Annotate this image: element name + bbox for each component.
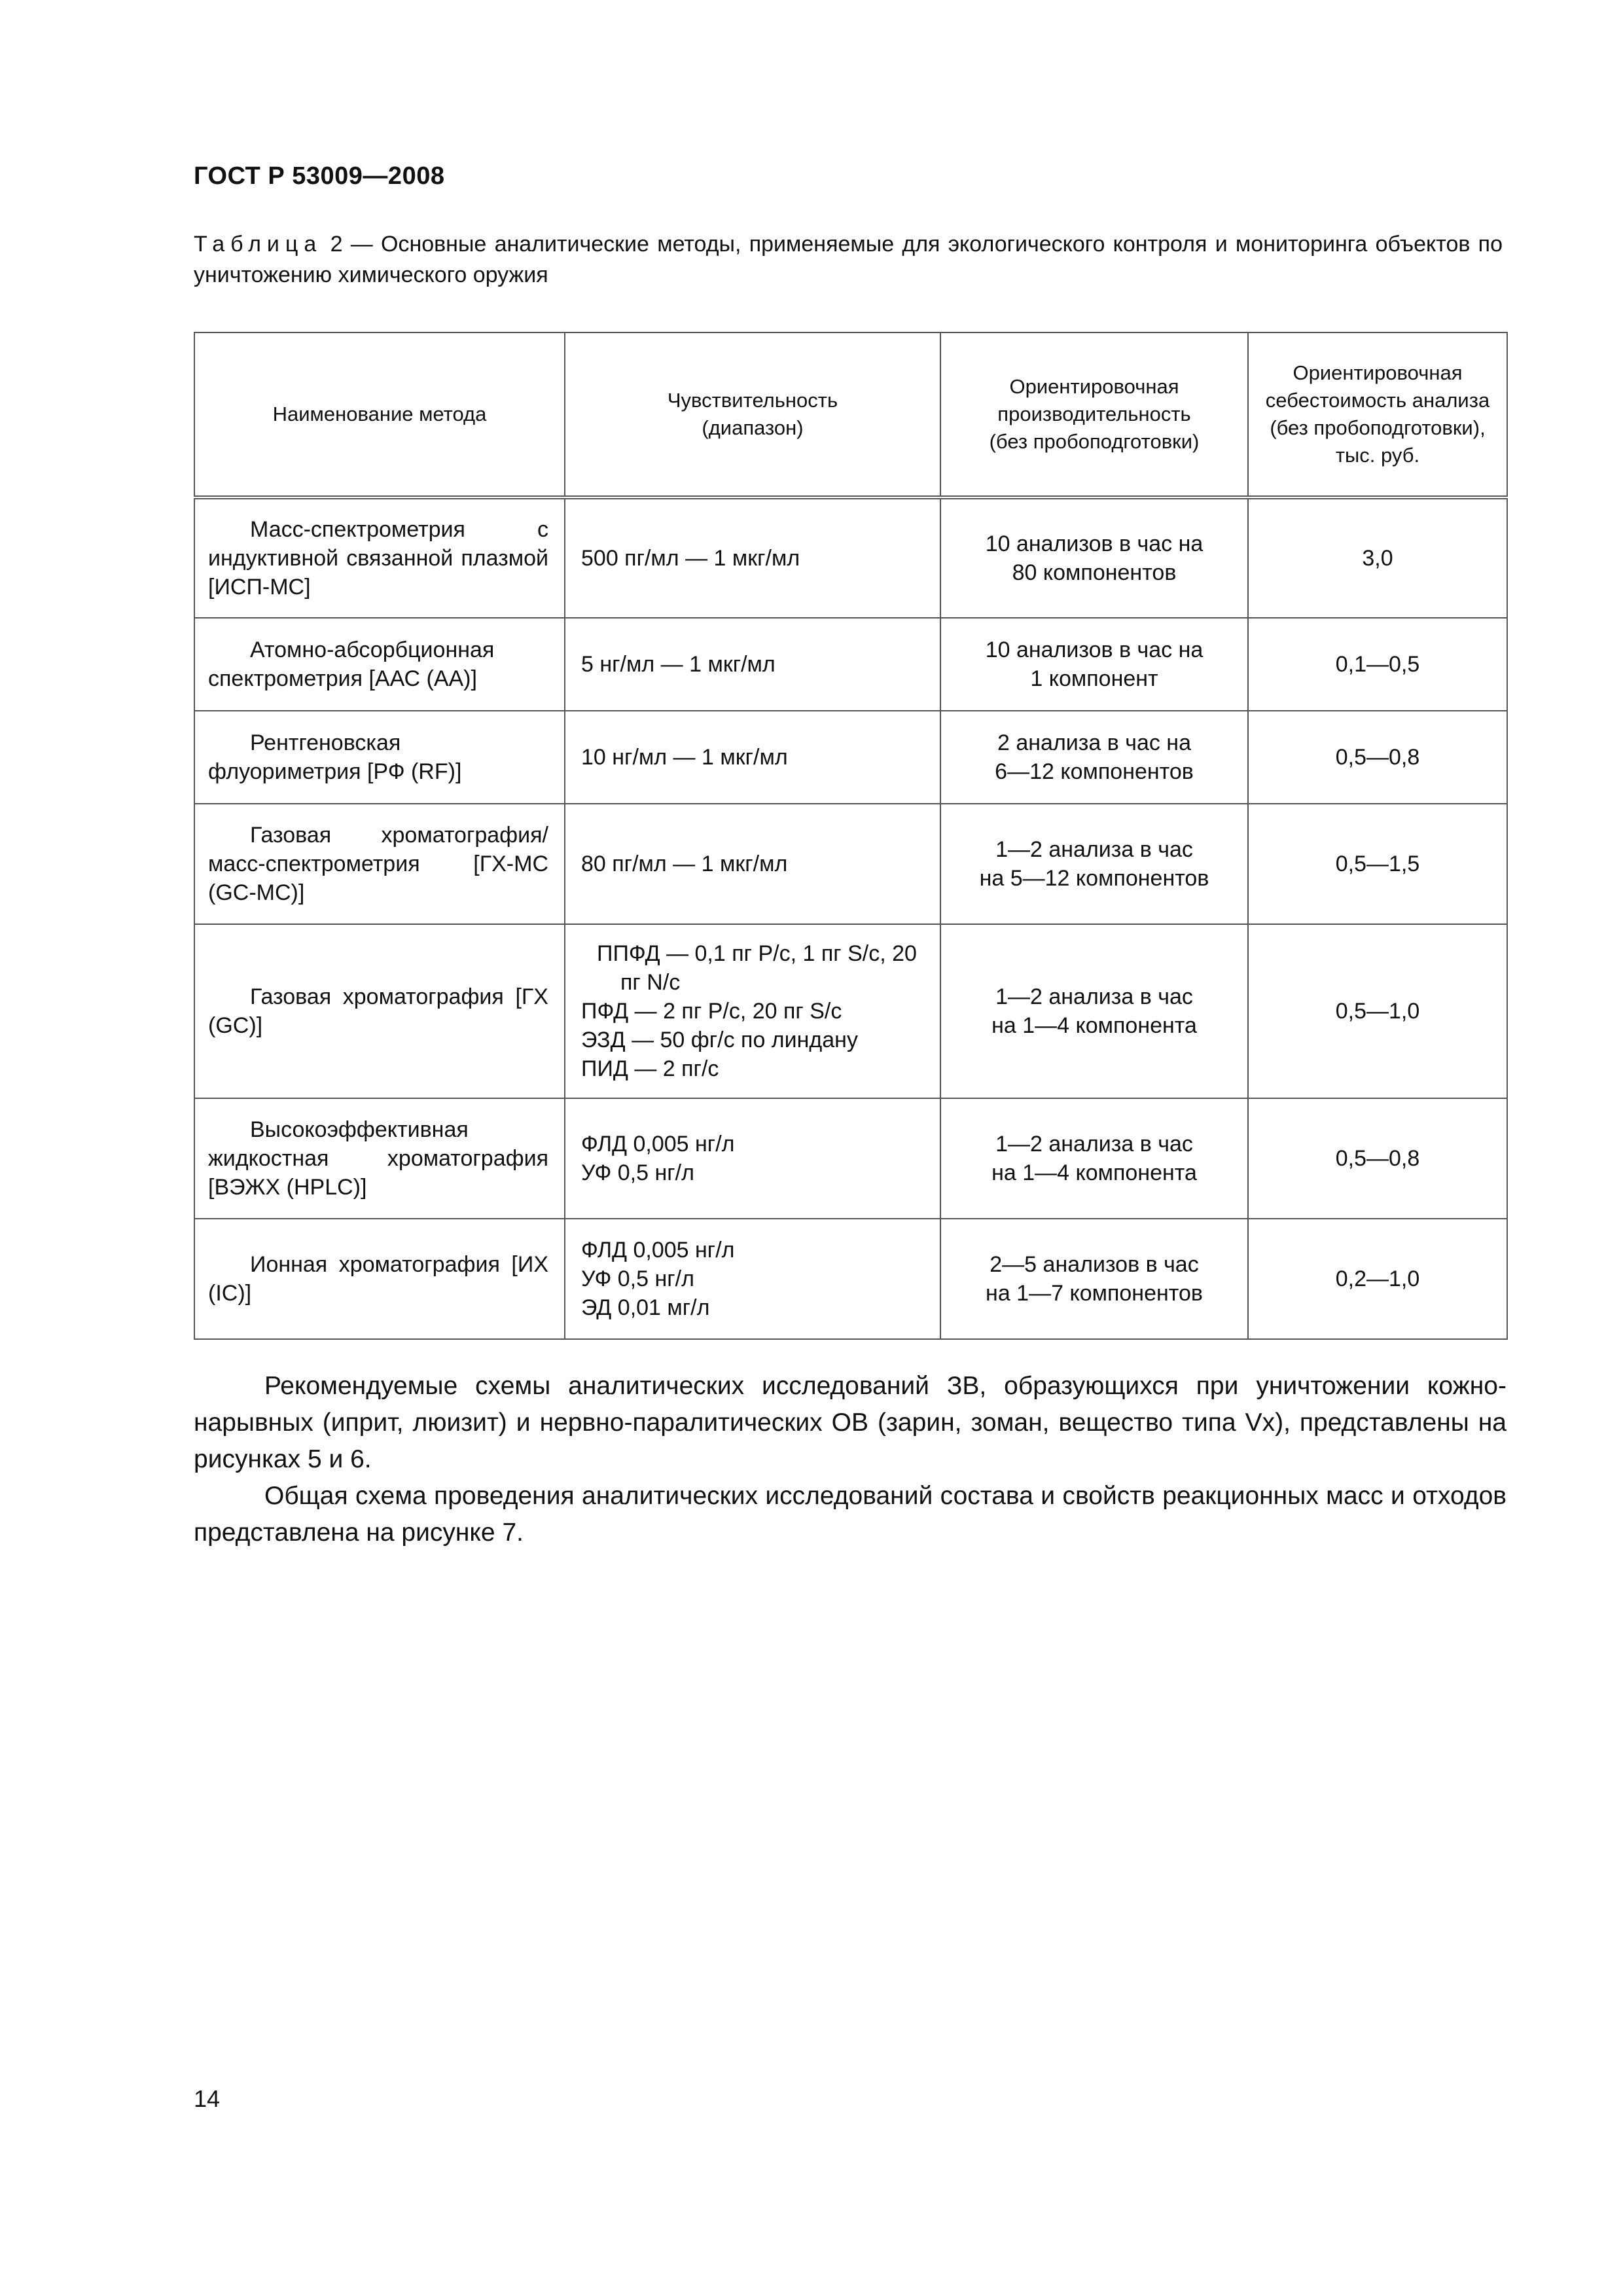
caption-text: — Основные аналитические методы, применяемые для экологического контроля и мониторинга объектов по уничтожению химического оружия <box>194 232 1503 287</box>
cell-productivity: 1—2 анализа в час на 1—4 компонента <box>940 1098 1248 1219</box>
page-number: 14 <box>194 2085 221 2112</box>
cell-method: Газовая хроматография [ГХ (GC)] <box>194 924 565 1098</box>
methods-table <box>194 332 1508 1340</box>
table-row <box>194 804 1507 924</box>
table-header-row <box>194 332 1507 497</box>
header-sensitivity: Чувствительность (диапазон) <box>565 332 940 497</box>
table-row <box>194 924 1507 1098</box>
cell-productivity: 2 анализа в час на 6—12 компонентов <box>940 711 1248 804</box>
cell-sensitivity: 500 пг/мл — 1 мкг/мл <box>565 497 940 618</box>
table-row <box>194 1098 1507 1219</box>
cell-cost: 3,0 <box>1248 497 1507 618</box>
cell-method: Газовая хроматография/ масс-спектрометрия [ГХ-МС (GC-MC)] <box>194 804 565 924</box>
cell-productivity: 1—2 анализа в час на 5—12 компонентов <box>940 804 1248 924</box>
cell-productivity: 10 анализов в час на 80 компонентов <box>940 497 1248 618</box>
cell-method: Ионная хроматография [ИХ (IC)] <box>194 1219 565 1339</box>
cell-method: Масс-спектрометрия с индуктивной связанной плазмой [ИСП-МС] <box>194 497 565 618</box>
cell-method: Высокоэффективная жидкостная хроматография [ВЭЖХ (HPLC)] <box>194 1098 565 1219</box>
table-caption <box>194 229 1503 291</box>
body-paragraph: Общая схема проведения аналитических исследований состава и свойств реакционных масс и отходов представлена на рисунке 7. <box>194 1482 1507 1547</box>
cell-cost: 0,5—0,8 <box>1248 1098 1507 1219</box>
table-row <box>194 618 1507 711</box>
cell-cost: 0,2—1,0 <box>1248 1219 1507 1339</box>
cell-method: Рентгеновская флуориметрия [РФ (RF)] <box>194 711 565 804</box>
table-row <box>194 1219 1507 1339</box>
cell-cost: 0,5—1,0 <box>1248 924 1507 1098</box>
table-row <box>194 711 1507 804</box>
cell-cost: 0,5—0,8 <box>1248 711 1507 804</box>
cell-sensitivity: ФЛД 0,005 нг/л УФ 0,5 нг/л <box>565 1098 940 1219</box>
cell-sensitivity: 80 пг/мл — 1 мкг/мл <box>565 804 940 924</box>
caption-number: 2 <box>322 232 343 257</box>
cell-sensitivity: ФЛД 0,005 нг/л УФ 0,5 нг/л ЭД 0,01 мг/л <box>565 1219 940 1339</box>
header-productivity: Ориентировочная производительность (без пробоподготовки) <box>940 332 1248 497</box>
cell-productivity: 10 анализов в час на 1 компонент <box>940 618 1248 711</box>
cell-sensitivity: 10 нг/мл — 1 мкг/мл <box>565 711 940 804</box>
cell-sensitivity: ППФД — 0,1 пг P/c, 1 пг S/c, 20 пг N/c ПФД — 2 пг P/c, 20 пг S/c ЭЗД — 50 фг/с по линдану ПИД — 2 пг/с <box>565 924 940 1098</box>
cell-method: Атомно-абсорбционная спектрометрия [ААС (АА)] <box>194 618 565 711</box>
header-method: Наименование метода <box>194 332 565 497</box>
body-paragraph: Рекомендуемые схемы аналитических исследований ЗВ, образующихся при уничтожении кожно-нарывных (иприт, люизит) и нервно-паралитических ОВ (зарин, зоман, вещество типа Vx), представлены на рисунках 5 и 6. <box>194 1372 1507 1473</box>
caption-lead: Таблица <box>194 232 323 257</box>
table-row <box>194 497 1507 618</box>
cell-cost: 0,5—1,5 <box>1248 804 1507 924</box>
cell-productivity: 1—2 анализа в час на 1—4 компонента <box>940 924 1248 1098</box>
cell-cost: 0,1—0,5 <box>1248 618 1507 711</box>
document-code-header: ГОСТ Р 53009—2008 <box>194 162 445 190</box>
header-cost: Ориентировочная себестоимость анализа (без пробоподготовки), тыс. руб. <box>1248 332 1507 497</box>
cell-productivity: 2—5 анализов в час на 1—7 компонентов <box>940 1219 1248 1339</box>
cell-sensitivity: 5 нг/мл — 1 мкг/мл <box>565 618 940 711</box>
